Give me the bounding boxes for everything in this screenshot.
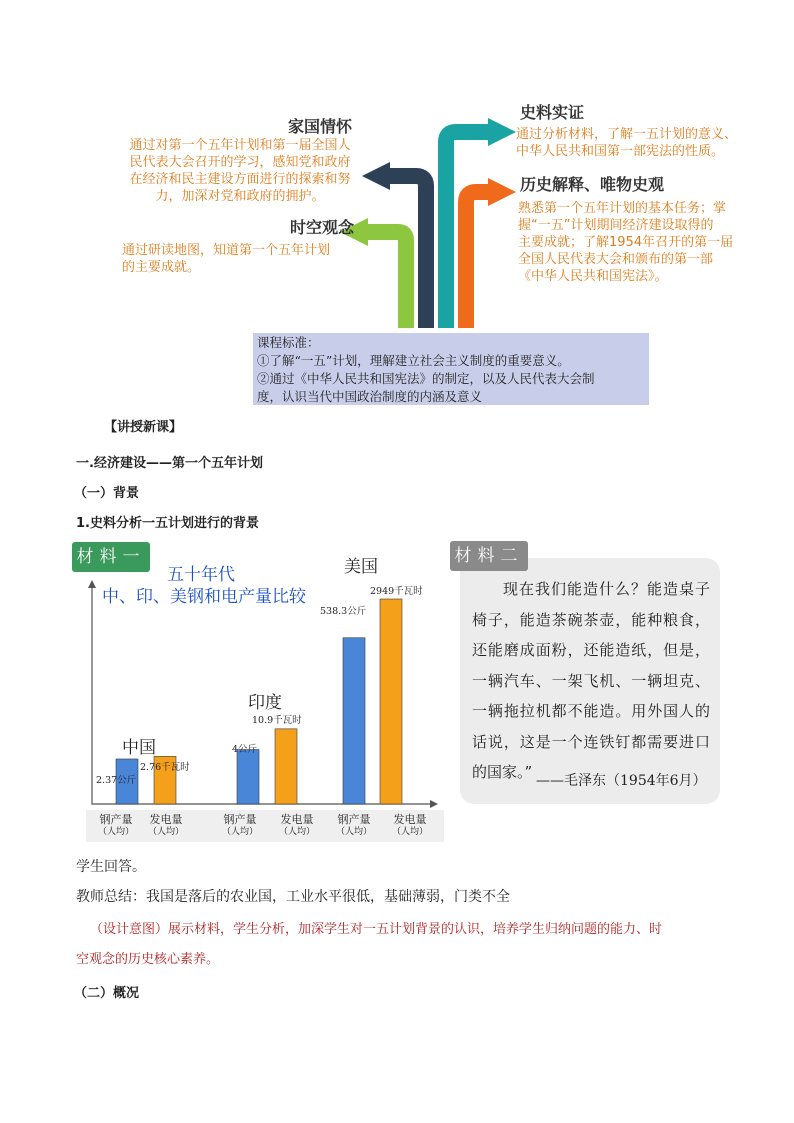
country-label-india: 印度 bbox=[248, 693, 282, 713]
standard-line-3: 度，认识当代中国政治制度的内涵及意义 bbox=[257, 389, 483, 404]
sub2-heading: （二）概况 bbox=[74, 986, 140, 1001]
standard-title: 课程标准： bbox=[257, 335, 320, 350]
category-label: 钢产量 （人均） bbox=[97, 813, 134, 837]
goal-shikong-text: 通过研读地图，知道第一个五年计划 的主要成就。 bbox=[122, 243, 331, 275]
orange-arrow bbox=[466, 192, 490, 328]
sub1-heading: （一）背景 bbox=[74, 486, 140, 501]
category-label: 钢产量 （人均） bbox=[221, 813, 258, 837]
data-label-china-steel: 2.37公斤 bbox=[96, 775, 137, 786]
data-label-usa-power: 2949千瓦时 bbox=[370, 586, 423, 597]
category-label: 钢产量 （人均） bbox=[335, 813, 372, 837]
data-label-usa-steel: 538.3公斤 bbox=[320, 606, 367, 617]
category-label: 发电量 （人均） bbox=[391, 813, 428, 837]
goal-shiliao-title: 史料实证 bbox=[520, 103, 585, 122]
standard-line-1: ①了解“一五”计划，理解建立社会主义制度的重要意义。 bbox=[257, 353, 570, 368]
material2-tag: 材料二 bbox=[450, 541, 528, 571]
lime-arrow bbox=[366, 232, 406, 328]
bar-印度-steel bbox=[237, 750, 259, 804]
goal-jiaguo-text: 通过对第一个五年计划和第一届全国人 民代表大会召开的学习，感知党和政府 在经济和民主建设方面进行的探索和努 力，加深对党和政府的拥护。 bbox=[129, 138, 351, 204]
country-label-usa: 美国 bbox=[344, 557, 378, 577]
goal-lishi-text: 熟悉第一个五年计划的基本任务；掌 握“一五”计划期间经济建设取得的 主要成就；了解1954年召开的第一届 全国人民代表大会和颁布的第一部 《中华人民共和国宪法》。 bbox=[518, 201, 734, 284]
goal-shikong-title: 时空观念 bbox=[290, 218, 355, 237]
part1-heading: 一.经济建设——第一个五年计划 bbox=[76, 456, 263, 471]
bar-印度-power bbox=[275, 729, 297, 804]
material1-tag: 材料一 bbox=[72, 542, 150, 572]
data-label-india-power: 10.9千瓦时 bbox=[252, 715, 302, 726]
chart-subtitle: 中、印、美钢和电产量比较 bbox=[102, 587, 306, 607]
data-label-china-power: 2.76千瓦时 bbox=[140, 762, 190, 773]
curriculum-standard-box bbox=[253, 333, 649, 405]
chart-title: 五十年代 bbox=[167, 565, 235, 585]
category-label: 发电量 （人均） bbox=[147, 813, 184, 837]
item1-heading: 1.史料分析一五计划进行的背景 bbox=[76, 516, 259, 531]
design-intent-line-1: （设计意图）展示材料，学生分析，加深学生对一五计划背景的认识，培养学生归纳问题的能力、时 bbox=[90, 922, 663, 937]
lecture-heading: 【讲授新课】 bbox=[104, 420, 183, 435]
goal-lishi-title: 历史解释、唯物史观 bbox=[520, 175, 665, 194]
y-axis-arrow bbox=[88, 580, 96, 588]
material2-quote-text: 现在我们能造什么？能造桌子椅子，能造茶碗茶壶，能种粮食，还能磨成面粉，还能造纸，但是，一辆汽车、一架飞机、一辆坦克、一辆拖拉机都不能造。用外国人的话说，这是一个连铁钉都需要进口的国家。” bbox=[472, 580, 710, 781]
bar-美国-power bbox=[380, 599, 402, 804]
standard-line-2: ②通过《中华人民共和国宪法》的制定，以及人民代表大会制 bbox=[257, 371, 595, 386]
material2-source: ——毛泽东（1954年6月） bbox=[536, 773, 707, 789]
bar-美国-steel bbox=[343, 638, 365, 804]
teacher-summary: 教师总结：我国是落后的农业国，工业水平很低，基础薄弱，门类不全 bbox=[76, 889, 510, 905]
goal-jiaguo-title: 家国情怀 bbox=[288, 117, 353, 136]
x-axis-arrow bbox=[430, 800, 438, 808]
design-intent-line-2: 空观念的历史核心素养。 bbox=[76, 952, 220, 967]
data-label-india-steel: 4公斤 bbox=[232, 744, 258, 755]
country-label-china: 中国 bbox=[122, 738, 156, 758]
goal-shiliao-text: 通过分析材料，了解一五计划的意义、 中华人民共和国第一部宪法的性质。 bbox=[516, 127, 738, 159]
student-answer: 学生回答。 bbox=[76, 859, 146, 875]
category-label: 发电量 （人均） bbox=[278, 813, 315, 837]
